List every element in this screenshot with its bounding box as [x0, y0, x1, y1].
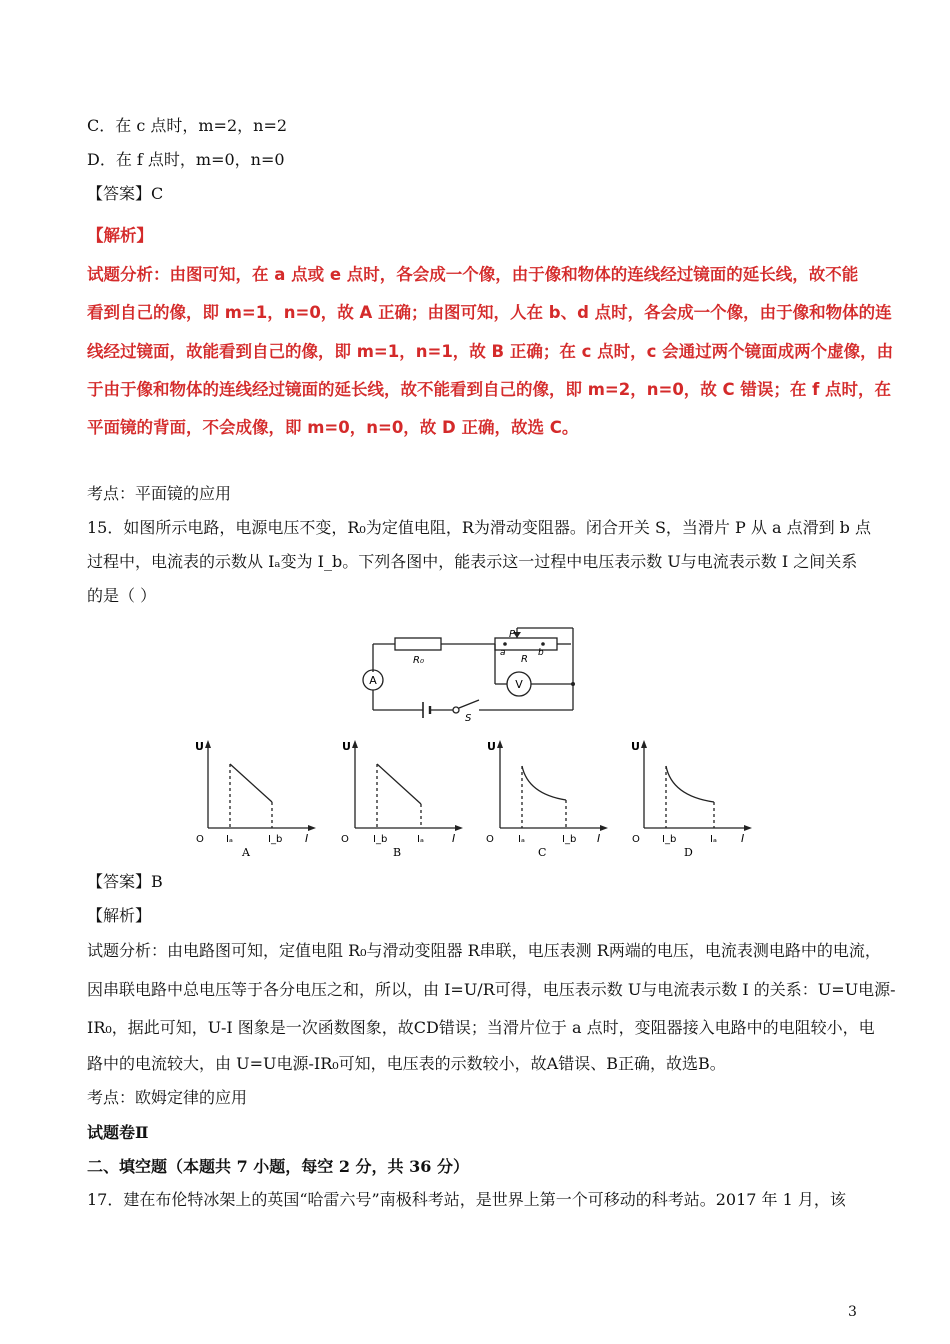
r-label: R	[521, 654, 528, 665]
tick-label: Iₐ	[518, 834, 525, 845]
q14-analysis-title: 【解析】	[87, 226, 153, 245]
circuit-diagram	[355, 622, 585, 722]
section-heading: 二、填空题（本题共 7 小题，每空 2 分，共 36 分）	[87, 1157, 469, 1176]
q15-analysis-line: 因串联电路中总电压等于各分电压之和，所以，由 I=U/R可得，电压表示数 U与电流表示数 I 的关系：U=U电源-	[87, 980, 896, 999]
option-c: C．在 c 点时，m=2，n=2	[87, 116, 288, 135]
q15-stem-line: 15．如图所示电路，电源电压不变，R₀为定值电阻，R为滑动变阻器。闭合开关 S，当滑片 P 从 a 点滑到 b 点	[87, 518, 871, 537]
graph-option-b	[337, 738, 467, 858]
tick-label: Iₐ	[226, 834, 233, 845]
switch-label: S	[465, 713, 472, 722]
q14-analysis-line: 平面镜的背面，不会成像，即 m=0，n=0，故 D 正确，故选 C。	[87, 418, 579, 437]
tick-label: I_b	[268, 834, 283, 845]
graph-option-c	[482, 738, 612, 858]
ammeter-label: A	[369, 674, 377, 687]
q17-stem: 17．建在布伦特冰架上的英国“哈雷六号”南极科考站，是世界上第一个可移动的科考站。2017 年 1 月，该	[87, 1190, 846, 1209]
axis-u-label: U	[487, 740, 496, 753]
a-label: a	[500, 648, 506, 658]
axis-i-label: I	[452, 832, 456, 845]
origin-label: O	[632, 834, 640, 845]
q15-analysis-title: 【解析】	[87, 906, 152, 925]
origin-label: O	[341, 834, 349, 845]
q14-analysis-line: 看到自己的像，即 m=1，n=0，故 A 正确；由图可知，人在 b、d 点时，各会成一个像，由于像和物体的连	[87, 303, 892, 322]
q14-answer: 【答案】C	[87, 184, 164, 203]
tick-label: Iₐ	[417, 834, 424, 845]
tick-label: I_b	[373, 834, 388, 845]
q15-analysis-line: 试题分析：由电路图可知，定值电阻 R₀与滑动变阻器 R串联，电压表测 R两端的电压，电流表测电路中的电流，	[87, 941, 881, 960]
r0-resistor	[395, 638, 441, 650]
q15-stem-line: 过程中，电流表的示数从 Iₐ变为 I_b。下列各图中，能表示这一过程中电压表示数 U与电流表示数 I 之间关系	[87, 552, 858, 571]
q14-analysis-line: 于由于像和物体的连线经过镜面的延长线，故不能看到自己的像，即 m=2，n=0，故 C 错误；在 f 点时，在	[87, 380, 892, 399]
voltmeter-label: V	[515, 678, 523, 691]
tick-label: I_b	[662, 834, 677, 845]
graph-option-d	[626, 738, 756, 858]
q14-kaodian: 考点：平面镜的应用	[87, 484, 232, 503]
tick-label: I_b	[562, 834, 577, 845]
tick-label: Iₐ	[710, 834, 717, 845]
graph-letter: A	[242, 846, 250, 858]
graph-letter: B	[393, 846, 402, 858]
axis-u-label: U	[342, 740, 351, 753]
r0-label: R₀	[413, 655, 424, 666]
axis-i-label: I	[597, 832, 601, 845]
axis-u-label: U	[631, 740, 640, 753]
axis-u-label: U	[195, 740, 204, 753]
page-number: 3	[848, 1304, 857, 1320]
graph-letter: D	[684, 846, 693, 858]
axis-i-label: I	[305, 832, 309, 845]
axis-i-label: I	[741, 832, 745, 845]
q14-analysis-line: 线经过镜面，故能看到自己的像，即 m=1，n=1，故 B 正确；在 c 点时，c 会通过两个镜面成两个虚像，由	[87, 342, 894, 361]
option-d: D．在 f 点时，m=0，n=0	[87, 150, 285, 169]
origin-label: O	[486, 834, 494, 845]
q15-analysis-line: 路中的电流较大，由 U=U电源-IR₀可知，电压表的示数较小，故A错误、B正确，故选B。	[87, 1054, 726, 1073]
q15-answer: 【答案】B	[87, 872, 163, 891]
graph-letter: C	[538, 846, 547, 858]
q14-analysis-line: 试题分析：由图可知，在 a 点或 e 点时，各会成一个像，由于像和物体的连线经过镜面的延长线，故不能	[87, 265, 859, 284]
origin-label: O	[196, 834, 204, 845]
graph-option-a	[190, 738, 320, 858]
q15-analysis-line: IR₀，据此可知，U-I 图象是一次函数图象，故CD错误；当滑片位于 a 点时，变阻器接入电路中的电阻较小，电	[87, 1018, 875, 1037]
b-label: b	[538, 648, 544, 658]
p-label: P	[509, 629, 516, 640]
q15-kaodian: 考点：欧姆定律的应用	[87, 1088, 248, 1107]
section-title: 试题卷Ⅱ	[87, 1123, 149, 1142]
q15-stem-line: 的是（ ）	[87, 586, 157, 605]
